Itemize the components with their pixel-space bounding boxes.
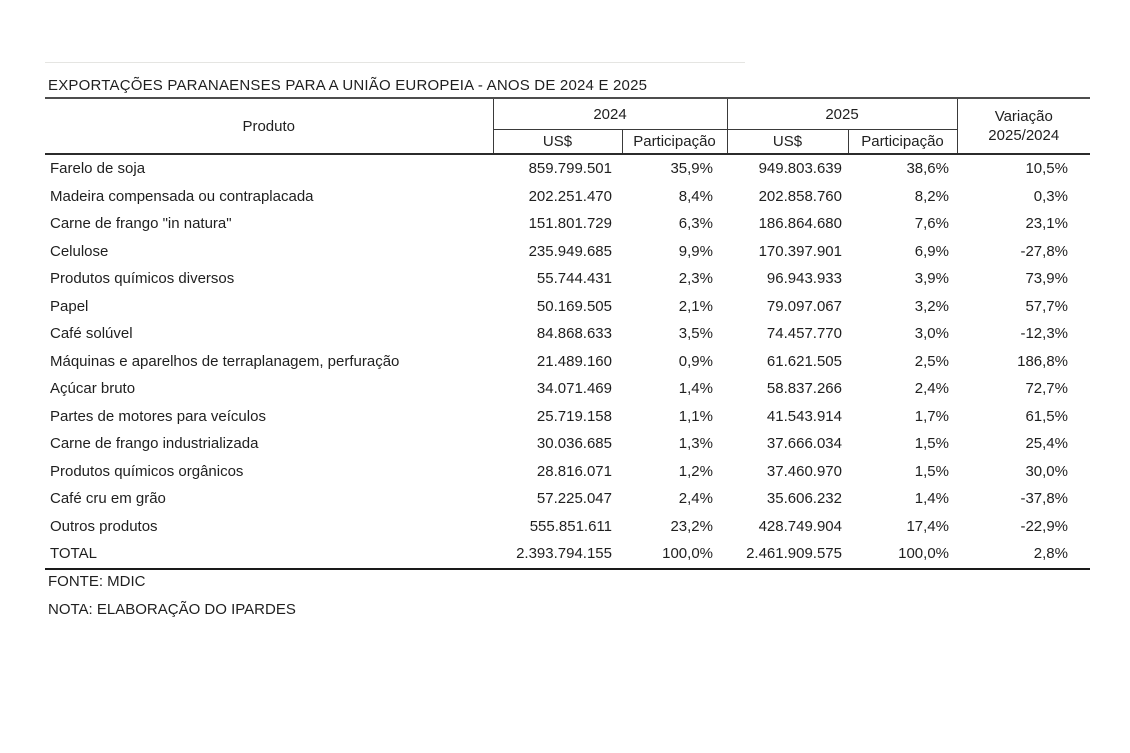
cell-usd-2024: 25.719.158	[536, 407, 612, 425]
table-row	[45, 348, 1090, 376]
cell-usd-2024: 21.489.160	[536, 352, 612, 370]
cell-participacao-2024: 6,3%	[678, 215, 713, 233]
cell-participacao-2025: 100,0%	[848, 540, 957, 569]
cell-product: Açúcar bruto	[50, 380, 136, 398]
cell-participacao-2024: 23,2%	[670, 517, 713, 535]
cell-variation: 72,7%	[1025, 380, 1068, 398]
cell-usd-2025: 949.803.639	[758, 160, 842, 178]
cell-usd-2024: 235.949.685	[528, 242, 612, 260]
cell-product: Produtos químicos diversos	[50, 270, 235, 288]
cell-variation: -37,8%	[1020, 490, 1068, 508]
cell-product: Celulose	[50, 242, 109, 260]
cell-variation: 0,3%	[1033, 187, 1068, 205]
cell-variation: 61,5%	[1025, 407, 1068, 425]
cell-usd-2025: 74.457.770	[766, 325, 842, 343]
cell-variation: 2,8%	[957, 540, 1090, 569]
cell-product: Papel	[50, 297, 89, 315]
cell-participacao-2025: 1,7%	[914, 407, 949, 425]
cell-usd-2025: 96.943.933	[766, 270, 842, 288]
cell-usd-2024: 84.868.633	[536, 325, 612, 343]
table-row	[45, 485, 1090, 513]
cell-usd-2025: 37.460.970	[766, 462, 842, 480]
cell-participacao-2025: 6,9%	[914, 242, 949, 260]
top-rule	[45, 62, 745, 63]
col-group-2025: 2025	[727, 98, 957, 130]
cell-usd-2024: 151.801.729	[528, 215, 612, 233]
source-note: FONTE: MDIC	[48, 573, 146, 590]
cell-participacao-2025: 38,6%	[906, 160, 949, 178]
cell-variation: 73,9%	[1025, 270, 1068, 288]
cell-participacao-2025: 3,2%	[914, 297, 949, 315]
cell-product: Café cru em grão	[50, 490, 166, 508]
variacao-label-line1: Variação	[994, 107, 1053, 125]
cell-variation: 186,8%	[1017, 352, 1068, 370]
table-total-row	[45, 540, 1090, 569]
cell-usd-2025: 58.837.266	[766, 380, 842, 398]
cell-product: Outros produtos	[50, 517, 158, 535]
cell-participacao-2024: 1,2%	[678, 462, 713, 480]
cell-product: Farelo de soja	[50, 160, 146, 178]
cell-product: Carne de frango "in natura"	[50, 215, 232, 233]
cell-participacao-2025: 1,4%	[914, 490, 949, 508]
cell-participacao-2025: 1,5%	[914, 462, 949, 480]
cell-variation: -22,9%	[1020, 517, 1068, 535]
exports-table	[45, 97, 1090, 570]
cell-usd-2024: 2.393.794.155	[493, 540, 622, 569]
cell-usd-2024: 50.169.505	[536, 297, 612, 315]
col-header-produto: Produto	[45, 98, 493, 154]
cell-variation: 30,0%	[1025, 462, 1068, 480]
table-row	[45, 513, 1090, 541]
cell-participacao-2025: 2,5%	[914, 352, 949, 370]
cell-participacao-2024: 8,4%	[678, 187, 713, 205]
cell-participacao-2024: 2,1%	[678, 297, 713, 315]
variacao-label-line2: 2025/2024	[988, 127, 1060, 144]
col-header-usd-2025: US$	[727, 130, 848, 155]
cell-product: Madeira compensada ou contraplacada	[50, 187, 314, 205]
cell-product: Produtos químicos orgânicos	[50, 462, 244, 480]
cell-product: Máquinas e aparelhos de terraplanagem, perfuração	[50, 352, 400, 370]
cell-usd-2024: 30.036.685	[536, 435, 612, 453]
cell-usd-2025: 37.666.034	[766, 435, 842, 453]
cell-participacao-2024: 1,1%	[678, 407, 713, 425]
cell-usd-2024: 555.851.611	[529, 517, 612, 535]
cell-variation: 10,5%	[1025, 160, 1068, 178]
cell-participacao-2024: 35,9%	[670, 160, 713, 178]
table-row	[45, 403, 1090, 431]
table-row	[45, 375, 1090, 403]
table-row	[45, 265, 1090, 293]
cell-participacao-2025: 3,9%	[914, 270, 949, 288]
col-header-variacao	[957, 98, 1090, 154]
cell-participacao-2024: 100,0%	[622, 540, 727, 569]
cell-variation: 25,4%	[1025, 435, 1068, 453]
col-header-participacao-2025: Participação	[848, 130, 957, 155]
table-row	[45, 183, 1090, 211]
cell-participacao-2025: 7,6%	[914, 215, 949, 233]
table-body	[45, 154, 1090, 569]
cell-product: TOTAL	[45, 540, 493, 569]
table-row	[45, 430, 1090, 458]
cell-usd-2025: 202.858.760	[758, 187, 842, 205]
table-row	[45, 458, 1090, 486]
cell-usd-2025: 79.097.067	[766, 297, 842, 315]
cell-usd-2025: 186.864.680	[758, 215, 842, 233]
cell-usd-2024: 202.251.470	[528, 187, 612, 205]
cell-participacao-2024: 2,3%	[678, 270, 713, 288]
table-row	[45, 320, 1090, 348]
cell-participacao-2024: 1,3%	[678, 435, 713, 453]
col-group-2024: 2024	[493, 98, 727, 130]
cell-participacao-2025: 3,0%	[914, 325, 949, 343]
cell-usd-2025: 428.749.904	[758, 517, 842, 535]
cell-product: Partes de motores para veículos	[50, 407, 266, 425]
cell-usd-2025: 2.461.909.575	[727, 540, 848, 569]
col-header-usd-2024: US$	[493, 130, 622, 155]
cell-variation: 57,7%	[1025, 297, 1068, 315]
cell-variation: -12,3%	[1020, 325, 1068, 343]
table-title: EXPORTAÇÕES PARANAENSES PARA A UNIÃO EUROPEIA - ANOS DE 2024 E 2025	[48, 77, 648, 94]
table-row	[45, 293, 1090, 321]
cell-variation: -27,8%	[1020, 242, 1068, 260]
cell-participacao-2024: 0,9%	[678, 352, 713, 370]
cell-participacao-2025: 1,5%	[914, 435, 949, 453]
cell-usd-2024: 859.799.501	[528, 160, 612, 178]
cell-usd-2024: 57.225.047	[536, 490, 612, 508]
cell-usd-2025: 170.397.901	[758, 242, 842, 260]
cell-participacao-2024: 9,9%	[678, 242, 713, 260]
cell-usd-2025: 61.621.505	[766, 352, 842, 370]
elaboration-note: NOTA: ELABORAÇÃO DO IPARDES	[48, 601, 296, 618]
table-header	[45, 98, 1090, 154]
cell-participacao-2024: 3,5%	[678, 325, 713, 343]
cell-participacao-2025: 2,4%	[914, 380, 949, 398]
cell-variation: 23,1%	[1025, 215, 1068, 233]
cell-usd-2025: 35.606.232	[766, 490, 842, 508]
cell-participacao-2025: 8,2%	[914, 187, 949, 205]
cell-usd-2024: 34.071.469	[536, 380, 612, 398]
cell-participacao-2025: 17,4%	[906, 517, 949, 535]
cell-usd-2024: 28.816.071	[536, 462, 612, 480]
cell-usd-2025: 41.543.914	[766, 407, 842, 425]
table-row	[45, 154, 1090, 183]
col-header-participacao-2024: Participação	[622, 130, 727, 155]
cell-participacao-2024: 2,4%	[678, 490, 713, 508]
table-row	[45, 238, 1090, 266]
cell-participacao-2024: 1,4%	[678, 380, 713, 398]
cell-product: Café solúvel	[50, 325, 133, 343]
table-row	[45, 210, 1090, 238]
cell-product: Carne de frango industrializada	[50, 435, 259, 453]
cell-usd-2024: 55.744.431	[536, 270, 612, 288]
